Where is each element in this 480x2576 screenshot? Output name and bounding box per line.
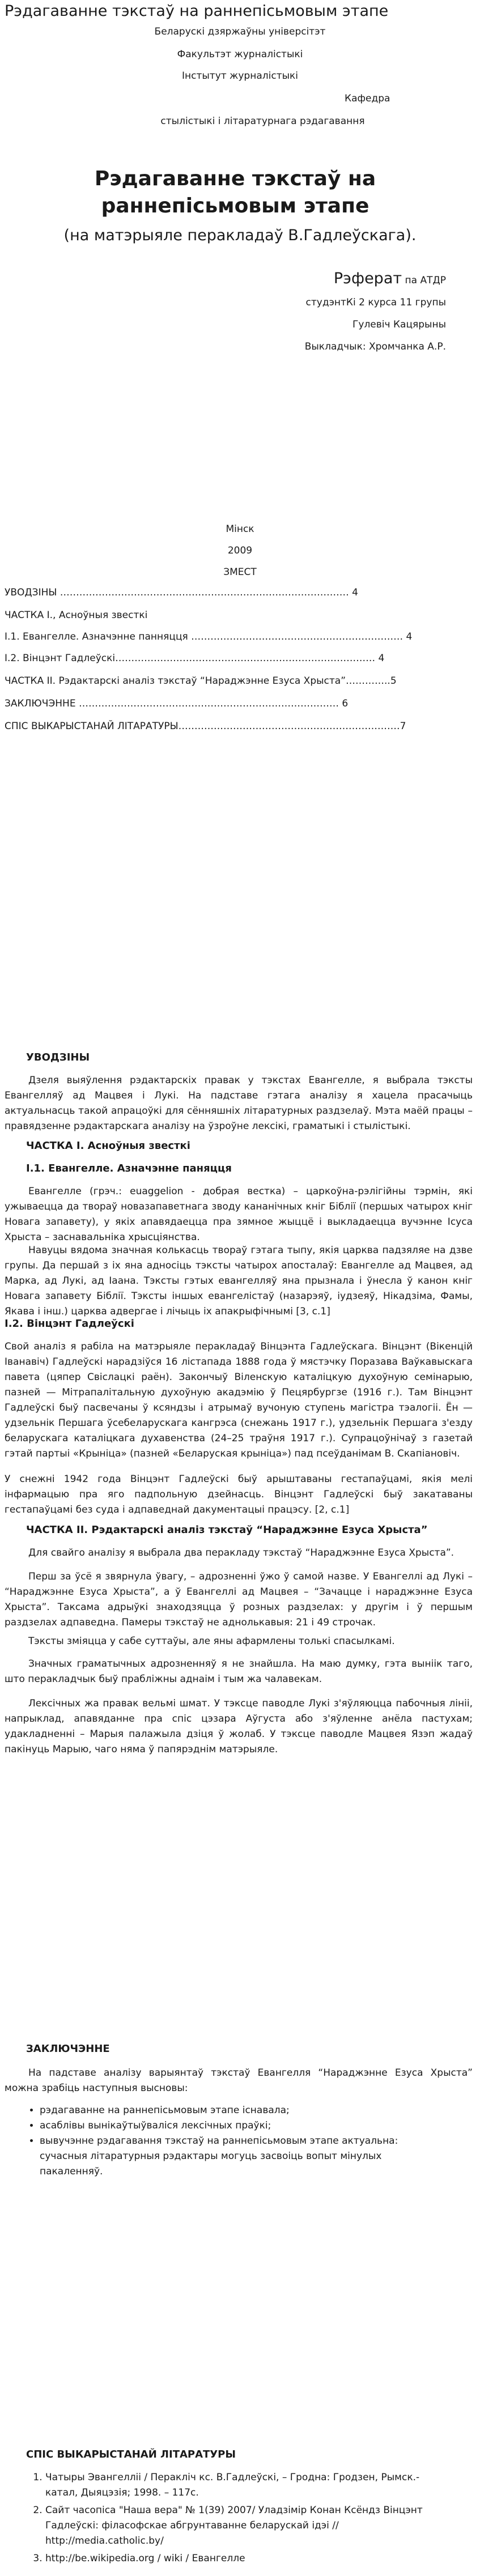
- toc-item-section1: І.1. Евангелле. Азначэнне панняцця ………………………………………………………… 4: [5, 631, 413, 642]
- referat-line: [334, 270, 446, 287]
- section2-paragraph-1: Свой аналіз я рабіла на матэрыяле перакладаў Вінцэнта Гадлеўскага. Вінцэнт (Вікенцій Іванавіч) Гадлеўскі нарадзіўся 16 лістапада 1888 года ў мястэчку Поразава Ваўкавыскага павета (цяпер Свіслацкі раён). Закончыў Віленскую каталіцкую духоўную семінарыю, пазней — Мітрапалітальную духоўную акадэмію ў Пецярбургзе (1916 г.). Там Вінцэнт Гадлеўскі быў пасвечаны ў ксяндзы і атрымаў вучоную ступень магістра тэалогіі. Ён — удзельнік Першага ўсебеларускага кангрэса (снежань 1917 г.), удзельнік Першага з'езду беларускага каталіцкага духавенства (24–25 траўня 1917 г.). Супрацоўнічаў з газетай гэтай партыі «Крыніца» (пазней «Беларуская крыніца») пад псеўданімам В. Скапіановіч.: [5, 1341, 473, 1459]
- teacher-line: Выкладчык: Хромчанка А.Р.: [304, 341, 446, 352]
- part2-paragraph-2: Перш за ўсё я звярнула ўвагу, – адрозненні ўжо ў самой назве. У Евангеллі ад Лукі – “Нараджэнне Езуса Хрыста”, а ў Евангеллі ад Мацвея – “Зачацце і нараджэнне Езуса Хрыста”. Таксама адрыўкі знаходзяцца ў розных раздзелах: у другім і ў першым раздзелах адпаведна. Памеры тэкстаў не аднолькавыя: 21 і 49 строчак.: [5, 1571, 473, 1628]
- list-item: • рэдагаванне на раннепісьмовым этапе існавала;: [40, 2103, 436, 2118]
- year: 2009: [227, 545, 253, 556]
- part2-paragraph-3: Тэксты зміяцца у сабе суттаўы, але яны афармлены толькі спасылкамі.: [28, 1636, 395, 1647]
- referat-word: Рэферат: [333, 270, 402, 287]
- university-name: Беларускі дзяржаўны універсітэт: [154, 26, 326, 37]
- conclusion-list: [28, 2103, 436, 2179]
- list-item: 1. Чатыры Эвангелліі / Пераклiч кс. В.Гадлеўскі, – Гродна: Гродзен, Рымск.-катал, Дыяцэзія; 1998. – 117с.: [45, 2470, 442, 2501]
- toc-item-part1: ЧАСТКА І., Асноўныя звесткі: [5, 610, 148, 621]
- bibliography-list: [34, 2470, 442, 2569]
- contents-label: ЗМЕСТ: [223, 567, 257, 578]
- conclusion-intro: На падставе аналізу варыянтаў тэкстаў Евангелля “Нараджэнне Езуса Хрыста” можна зрабіць наступныя высновы:: [5, 2067, 473, 2094]
- intro-paragraph: Дзеля выяўлення рэдактарскіх правак у тэкстах Евангелле, я выбрала тэксты Евангелляў ад Мацвея і Лукі. На падставе гэтага аналізу я хацела прасачыць актуальнасць такой апрацоўкі для сённяшніх літаратурных раздзелаў. Мэта маёй працы – правядзенне рэдактарскага аналізу на ўзроўне лексікі, граматыкі і стылістыкі.: [5, 1075, 473, 1132]
- main-title: Рэдагаванне тэкстаў на раннепісьмовым этапе: [94, 167, 376, 218]
- part1-heading: ЧАСТКА І. Асноўныя звесткі: [26, 1140, 190, 1152]
- student-name: Гулевіч Кацярыны: [352, 319, 446, 330]
- intro-heading: УВОДЗІНЫ: [26, 1051, 90, 1063]
- bibliography-heading: СПІС ВЫКАРЫСТАНАЙ ЛІТАРАТУРЫ: [26, 2449, 236, 2460]
- institute-name: Інстытут журналістыкі: [181, 70, 299, 82]
- list-item: • вывучэнне рэдагавання тэкстаў на раннепісьмовым этапе актуальна: сучасныя літаратурныя рэдактары могуць засвоіць вопыт мінулых пакаленняў.: [40, 2134, 436, 2179]
- section2-heading: І.2. Вінцэнт Гадлеўскі: [5, 1318, 134, 1330]
- chair-name: стылістыкі і літаратурнага рэдагавання: [160, 116, 365, 127]
- part2-paragraph-5: Лексічных жа правак вельмі шмат. У тэксце паводле Лукі з'яўляюцца пабочныя лініі, напрыклад, апавяданне пра спіс цэзара Аўгуста або з'яўленне анёла пастухам; удакладненні – Марыя палажыла дзіця ў жолаб. У тэксце паводле Мацвея Язэп жадаў пакінуць Марыю, чаго няма ў папярэднім матэрыяле.: [5, 1698, 473, 1755]
- section1-heading: І.1. Евангелле. Азначэнне паняцця: [26, 1163, 232, 1174]
- part2-paragraph-4: Значных граматычных адрозненняў я не знайшла. На маю думку, гэта выніік таго, што перакладчык быў прабліжны аднаім і тым жа чалавекам.: [5, 1658, 473, 1685]
- toc-item-bibliography: СПІС ВЫКАРЫСТАНАЙ ЛІТАРАТУРЫ……………………………………………………………7: [5, 721, 406, 732]
- referat-subject: па АТДР: [402, 275, 446, 286]
- subtitle: (на матэрыяле перакладаў В.Гадлеўскага).: [63, 227, 417, 244]
- section1-paragraph-1: Евангелле (грэч.: euaggelion - добрая вестка) – царкоўна-рэлігійны тэрмін, які ужываецца да твораў новазапаветнага зводу кананічных кніг Біблії (першых чатырох кніг Новага запавету), у якіх апавядаецца пра зямное жыццё і выкладаецца вучэнне Ісуса Хрыста – заснавальніка хрысціянства.: [5, 1186, 473, 1243]
- student-line: студэнтКі 2 курса 11 групы: [305, 297, 446, 308]
- document-title: Рэдагаванне тэкстаў на раннепісьмовым этапе: [5, 2, 389, 20]
- list-item: 2. Сайт часопіса "Наша вера" № 1(39) 2007/ Уладзімір Конан Ксёндз Вінцэнт Гадлеўскі: філасофскае абгрунтаванне беларускай ідэі // http://media.catholic.by/: [45, 2503, 442, 2549]
- part2-heading: ЧАСТКА ІІ. Рэдактарскі аналіз тэкстаў “Нараджэнне Езуса Хрыста”: [26, 1524, 428, 1536]
- city: Мінск: [226, 523, 254, 535]
- toc-item-intro: УВОДЗІНЫ ……………………………………………………………………………… 4: [5, 587, 359, 598]
- faculty-name: Факультэт журналістыкі: [177, 49, 303, 60]
- chair-word: Кафедра: [345, 93, 390, 104]
- toc-item-section2: І.2. Вінцэнт Гадлеўскі……………………………………………………………………… 4: [5, 653, 385, 664]
- toc-item-conclusion: ЗАКЛЮЧЭННЕ ……………………………………………………………………… 6: [5, 698, 349, 709]
- section1-paragraph-2: Навуцы вядома значная колькасць твораў гэтага тыпу, якія царква падзяляе на дзве групы. Да першай з іх яна адносіць тэксты чатырох апосталаў: Евангелле ад Мацвея, ад Марка, ад Лукі, ад Іаана. Тэксты гэтых евангелляў яна прызнала і ўнесла ў канон кніг Новага запавету Біблії. Тэксты іншых евангелістаў (назарэяў, іудзеяў, Нікадзіма, Фамы, Якава і інш.) царква адвергае і лічыць іх апакрыфічнымі [3, с.1]: [5, 1245, 473, 1317]
- part2-paragraph-1: Для свайго аналізу я выбрала два перакладу тэкстаў “Нараджэнне Езуса Хрыста”.: [28, 1547, 454, 1559]
- list-item: • асаблівы вынікаўтыўваліся лексічных праўкі;: [40, 2118, 436, 2134]
- section2-paragraph-2: У снежні 1942 года Вінцэнт Гадлеўскі быў арыштаваны гестапаўцамі, якія мелі інфармацыю пра яго падпольную дзейнасць. Вінцэнт Гадлеўскі быў закатаваны гестапаўцамі без суда і адпаведнай дакументацыі працэсу. [2, с.1]: [5, 1474, 473, 1515]
- toc-item-part2: ЧАСТКА ІІ. Рэдактарскі аналіз тэкстаў “Нараджэнне Езуса Хрыста”…………..5: [5, 675, 397, 687]
- conclusion-heading: ЗАКЛЮЧЭННЕ: [26, 2043, 110, 2055]
- list-item[interactable]: 3. http://be.wikipedia.org / wiki / Евангелле: [45, 2551, 442, 2566]
